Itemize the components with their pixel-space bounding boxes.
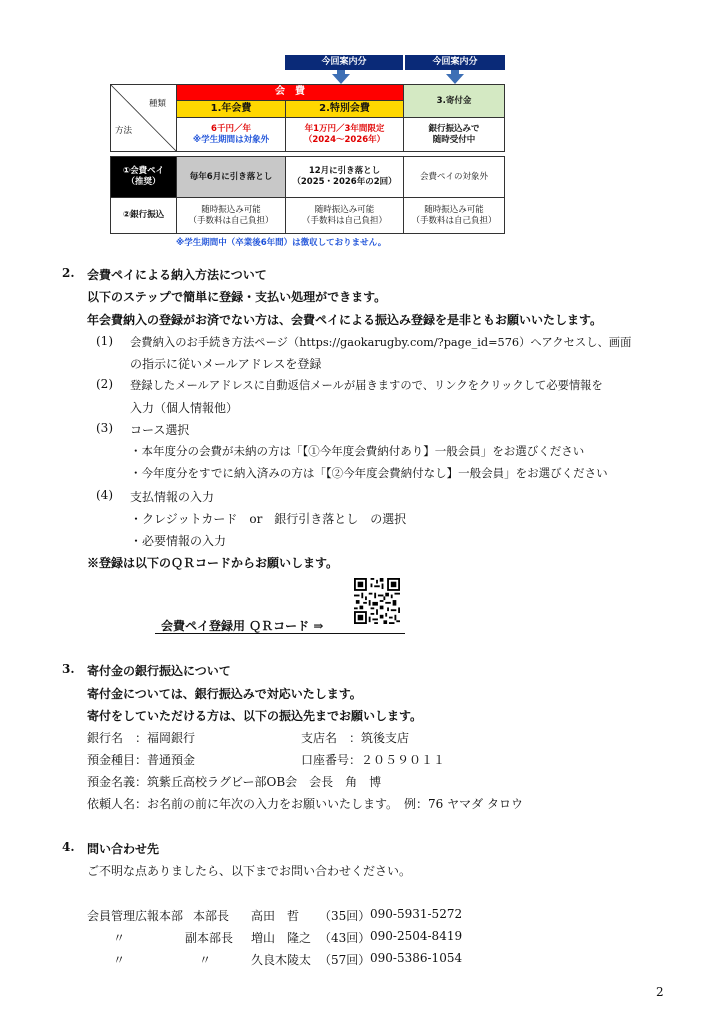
col1-title: 1.年会費 [176,100,286,118]
section4-lead: ご不明な点ありましたら、以下までお問い合わせください。 [87,864,412,878]
qr-label: 会費ペイ登録用 ＱＲコード ⇒ [161,619,324,633]
contact-phone[interactable]: 090-5931-5272 [370,907,463,921]
col1-amount: 6千円／年 [211,123,251,134]
step2-line2: 入力（個人情報他） [130,401,239,415]
qr-code-icon[interactable] [354,578,400,624]
contact-phone[interactable]: 090-5386-1054 [370,951,463,965]
contact-name: 高田 哲 [251,909,300,923]
row1-label [110,156,177,198]
contact-phone[interactable]: 090-2504-8419 [370,929,463,943]
contact-role: 〃 [199,953,212,967]
qr-note: ※登録は以下のＱＲコードからお願いします。 [87,556,339,570]
col1-note: ※学生期間は対象外 [192,134,270,145]
row1-col2 [285,156,404,198]
step4-line1: 支払情報の入力 [130,490,215,504]
contact-generation: （43回） [319,931,371,945]
row2-col2-line1: 随時振込み可能 [314,204,375,215]
contact-role: 本部長 [193,909,230,923]
row2-col2 [285,197,404,234]
row2-col1-line2: （手数料は自己負担） [188,215,274,226]
step4-number: (4) [96,488,113,502]
method-label: 方法 [115,126,133,137]
section4-number: 4. [62,840,75,854]
contact-name: 久良木陵太 [251,953,312,967]
arrow-down-icon [332,74,350,84]
callout-right: 今回案内分 [405,55,505,70]
step2-number: (2) [96,377,113,391]
section2-title: 会費ペイによる納入方法について [87,268,267,282]
row1-label-line1: ①会費ペイ [122,166,165,177]
row2-col2-line2: （手数料は自己負担） [301,215,387,226]
step3-bullet2: ・今年度分をすでに納入済みの方は「【②今年度会費納付なし】一般会員」をお選びください [130,466,608,480]
arrow-down-icon [446,74,464,84]
kind-label: 種類 [148,99,166,109]
contact-dept: 〃 [113,953,126,967]
step3-line1: コース選択 [130,423,190,437]
row2-col1-line1: 随時振込み可能 [201,204,261,215]
col3-title: 3.寄付金 [403,84,505,118]
col2-title: 2.特別会費 [285,100,404,118]
section2-lead2: 年会費納入の登録がお済でない方は、会費ペイによる振込み登録を是非ともお願いいたします。 [87,313,603,327]
bank-name: 銀行名 ：福岡銀行 [87,731,196,745]
step3-bullet1: ・本年度分の会費が未納の方は「【①今年度会費納付あり】一般会員」をお選びください [130,444,585,458]
contact-generation: （57回） [319,953,371,967]
step3-number: (3) [96,421,113,435]
section3-title: 寄付金の銀行振込について [87,664,231,678]
branch-name: 支店名 ：筑後支店 [301,731,410,745]
step1-line2: の指示に従いメールアドレスを登録 [130,357,322,371]
row2-col3-line1: 随時振込み可能 [424,204,484,215]
section3-lead2: 寄付をしていただける方は、以下の振込先までお願いします。 [87,709,423,723]
row2-col3 [403,197,505,234]
account-holder: 預金名義：筑紫丘高校ラグビー部OB会 会長 角 博 [87,775,382,789]
contact-role: 副本部長 [185,931,234,945]
deposit-type: 預金種目：普通預金 [87,753,196,767]
section2-lead1: 以下のステップで簡単に登録・支払い処理ができます。 [87,290,387,304]
header-kind-method-cell [110,84,177,152]
contact-generation: （35回） [319,909,371,923]
row1-label-line2: （推奨） [126,177,161,187]
step1-line1: 会費納入のお手続き方法ページ（https://gaokarugby.com/?page_id=576）へアクセスし、画面 [130,336,632,349]
section3-number: 3. [62,662,75,676]
requester-note: 依頼人名：お名前の前に年次の入力をお願いいたします。 例：76 ヤマダ タロウ [87,797,523,811]
kaihi-header: 会 費 [176,84,404,101]
step2-line1: 登録したメールアドレスに自動返信メールが届きますので、リンクをクリックして必要情報を [130,379,603,392]
col3-desc-cell [403,117,505,152]
row2-label: ②銀行振込 [110,197,177,234]
row1-col3: 会費ペイの対象外 [403,156,505,198]
callout-left: 今回案内分 [285,55,403,70]
contact-name: 増山 隆之 [251,931,312,945]
col1-amount-cell [176,117,286,152]
page-number: 2 [656,985,664,999]
row2-col3-line2: （手数料は自己負担） [411,215,497,226]
col3-line1: 銀行振込みで [428,123,480,134]
account-number: 口座番号：２０５９０１１ [301,753,446,767]
contact-dept: 〃 [113,931,126,945]
section2-number: 2. [62,266,75,280]
table-footnote: ※学生期間中（卒業後6年間）は徴収しておりません。 [176,238,387,248]
section3-lead1: 寄付金については、銀行振込みで対応いたします。 [87,687,362,701]
row1-col2-line2: （2025・2026年の2回） [292,177,397,187]
row1-col2-line1: 12月に引き落とし [308,166,381,177]
step4-bullet2: ・必要情報の入力 [130,534,227,548]
row1-col1: 毎年6月に引き落とし [176,156,286,198]
col2-period: （2024～2026年） [303,134,386,145]
step1-number: (1) [96,334,113,348]
row2-col1 [176,197,286,234]
step4-bullet1: ・クレジットカード or 銀行引き落とし の選択 [130,512,407,526]
col2-amount: 年1万円／3年間限定 [304,123,385,134]
col3-line2: 随時受付中 [432,134,476,145]
contact-dept: 会員管理広報本部 [87,909,184,923]
qr-underline [155,633,405,634]
section4-title: 問い合わせ先 [87,842,160,856]
diagonal-line [110,84,177,152]
col2-amount-cell [285,117,404,152]
